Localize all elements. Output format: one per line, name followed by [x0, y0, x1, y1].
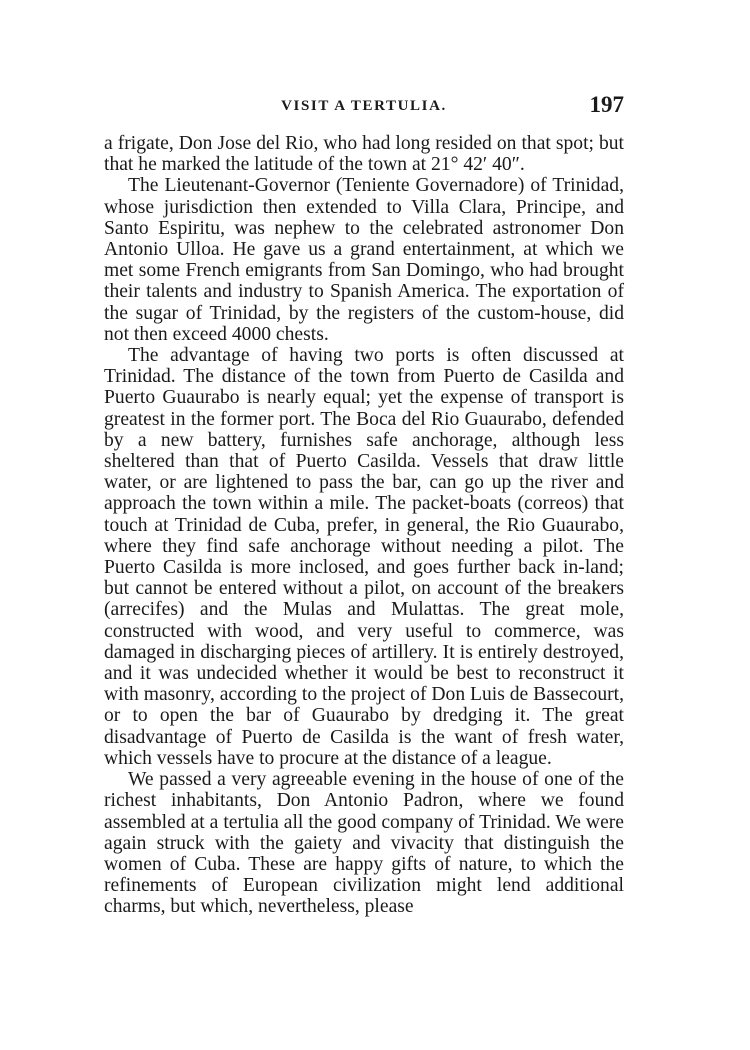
paragraph-tertulia-evening: We passed a very agreeable evening in the house of one of the richest inhabitants, Don Antonio Padron, where we found assembled at a tertulia all the good company of Trinidad. We were again struck with the gaiety and vivacity that distinguish the women of Cuba. These are happy gifts of nature, to which the refinements of European civilization might lend additional charms, but which, nevertheless, please	[104, 769, 624, 918]
page-number: 197	[589, 92, 624, 117]
paragraph-continuation: a frigate, Don Jose del Rio, who had long resided on that spot; but that he marked the latitude of the town at 21° 42′ 40″.	[104, 133, 624, 176]
running-title: VISIT A TERTULIA.	[281, 98, 447, 114]
body-text	[104, 133, 624, 918]
running-header	[104, 92, 624, 122]
paragraph-two-ports: The advantage of having two ports is often discussed at Trinidad. The distance of the town from Puerto de Casilda and Puerto Guaurabo is nearly equal; yet the expense of transport is greatest in the former port. The Boca del Rio Guaurabo, defended by a new battery, furnishes safe anchorage, although less sheltered than that of Puerto Casilda. Vessels that draw little water, or are lightened to pass the bar, can go up the river and approach the town within a mile. The packet-boats (correos) that touch at Trinidad de Cuba, prefer, in general, the Rio Guaurabo, where they find safe anchorage without needing a pilot. The Puerto Casilda is more inclosed, and goes further back in-land; but cannot be entered without a pilot, on account of the breakers (arrecifes) and the Mulas and Mulattas. The great mole, constructed with wood, and very useful to commerce, was damaged in discharging pieces of artillery. It is entirely destroyed, and it was undecided whether it would be best to reconstruct it with masonry, according to the project of Don Luis de Bassecourt, or to open the bar of Guaurabo by dredging it. The great disadvantage of Puerto de Casilda is the want of fresh water, which vessels have to procure at the distance of a league.	[104, 345, 625, 769]
paragraph-lieutenant-governor: The Lieutenant-Governor (Teniente Governadore) of Trinidad, whose jurisdiction then extended to Villa Clara, Principe, and Santo Espiritu, was nephew to the celebrated astronomer Don Antonio Ulloa. He gave us a grand entertainment, at which we met some French emigrants from San Domingo, who had brought their talents and industry to Spanish America. The exportation of the sugar of Trinidad, by the registers of the custom-house, did not then exceed 4000 chests.	[104, 175, 624, 345]
